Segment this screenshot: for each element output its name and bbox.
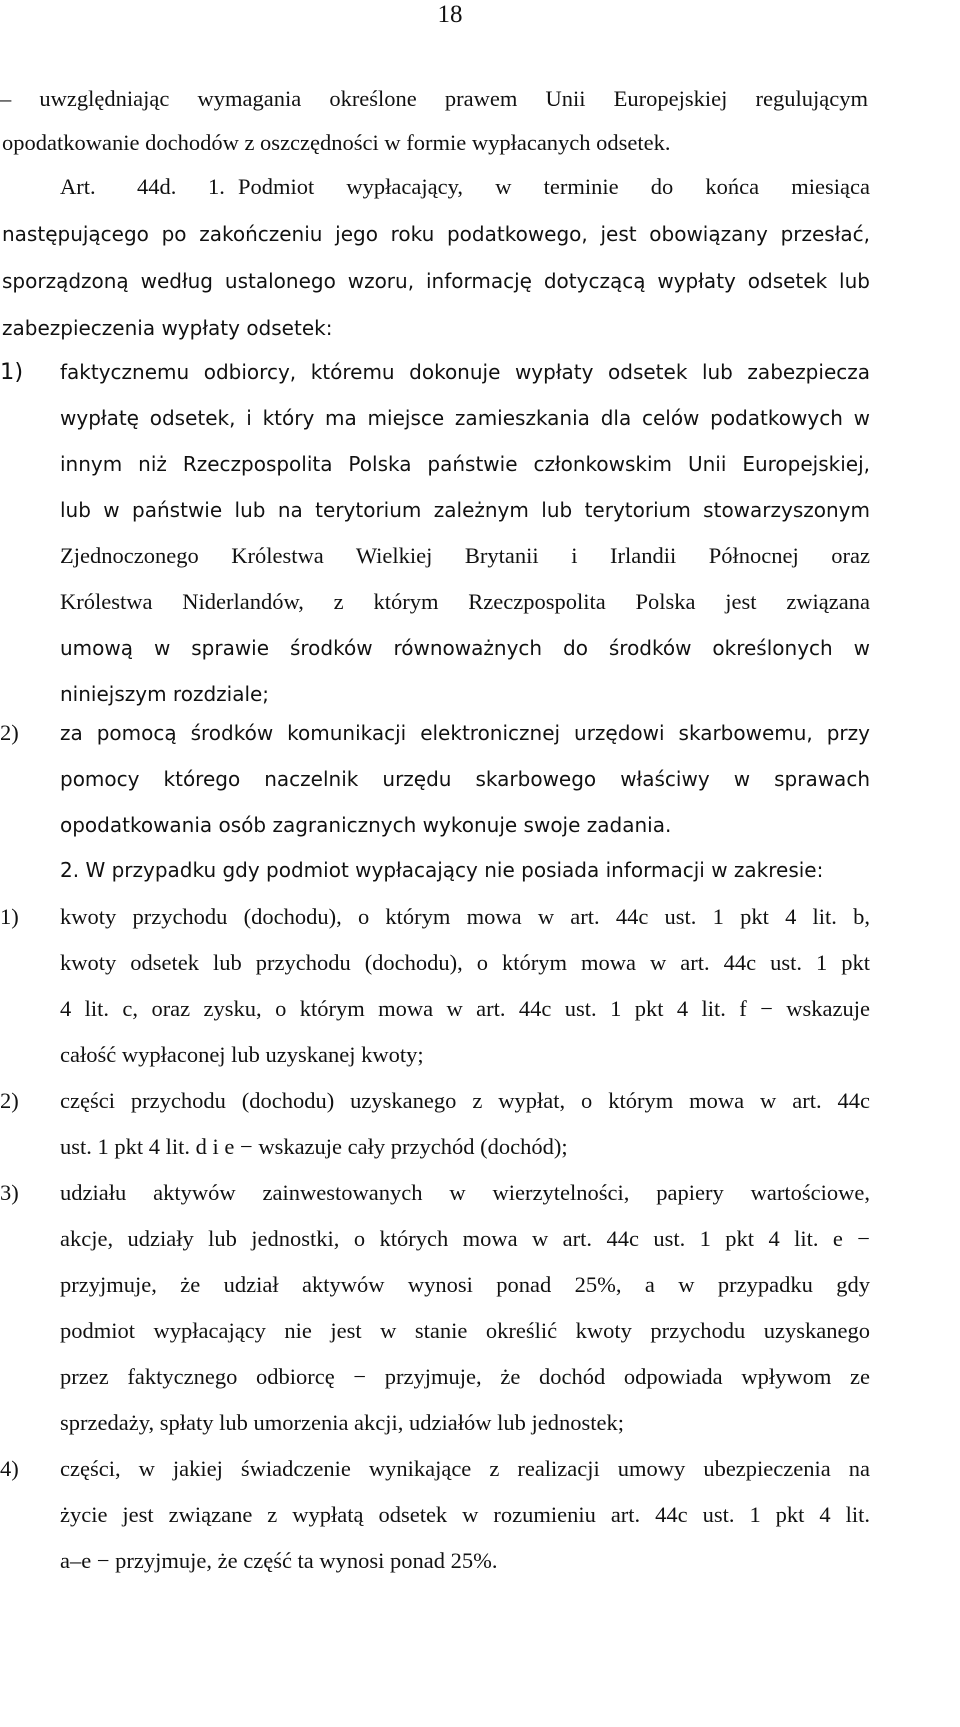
list-item-line: części, w jakiej świadczenie wynikające z realizacji umowy ubezpieczenia na [60, 1456, 870, 1481]
list-item-line: kwoty przychodu (dochodu), o którym mowa w art. 44c ust. 1 pkt 4 lit. b, [60, 904, 870, 929]
list-item-line: Królestwa Niderlandów, z którym Rzeczpospolita Polska jest związana [60, 589, 870, 614]
article-line-1-rest: Podmiot wypłacający, w terminie do końca miesiąca [238, 174, 870, 199]
list-item-number: 1) [0, 904, 19, 929]
list-item-line: lub w państwie lub na terytorium zależnym lub terytorium stowarzyszonym [60, 498, 870, 522]
list-item-line: przez faktycznego odbiorcę − przyjmuje, że dochód odpowiada wpływom ze [60, 1364, 870, 1389]
article-line-2: następującego po zakończeniu jego roku podatkowego, jest obowiązany przesłać, [2, 222, 870, 246]
list-item-line: ust. 1 pkt 4 lit. d i e − wskazuje cały przychód (dochód); [60, 1134, 568, 1159]
list-item-line: opodatkowania osób zagranicznych wykonuje swoje zadania. [60, 813, 672, 837]
article-line-4: zabezpieczenia wypłaty odsetek: [2, 316, 333, 340]
list-item-number: 2) [0, 720, 19, 745]
list-item-line: Zjednoczonego Królestwa Wielkiej Brytanii i Irlandii Północnej oraz [60, 543, 870, 568]
list-item-line: części przychodu (dochodu) uzyskanego z wypłat, o którym mowa w art. 44c [60, 1088, 870, 1113]
list-item-number: 1) [0, 359, 24, 385]
list-item-line: a–e − przyjmuje, że część ta wynosi ponad 25%. [60, 1548, 498, 1573]
intro-line-1: – uwzględniając wymagania określone prawem Unii Europejskiej regulującym [0, 86, 868, 111]
list-item-line: podmiot wypłacający nie jest w stanie określić kwoty przychodu uzyskanego [60, 1318, 870, 1343]
list-item-number: 3) [0, 1180, 19, 1205]
intro-line-2: opodatkowanie dochodów z oszczędności w formie wypłacanych odsetek. [2, 130, 671, 155]
list-item-line: wypłatę odsetek, i który ma miejsce zamieszkania dla celów podatkowych w [60, 406, 870, 430]
list-item-line: życie jest związane z wypłatą odsetek w rozumieniu art. 44c ust. 1 pkt 4 lit. [60, 1502, 870, 1527]
paragraph-2-intro: 2. W przypadku gdy podmiot wypłacający nie posiada informacji w zakresie: [60, 858, 824, 882]
list-item-line: niniejszym rozdziale; [60, 682, 270, 706]
list-item-line: faktycznemu odbiorcy, któremu dokonuje wypłaty odsetek lub zabezpiecza [60, 360, 870, 384]
list-item-line: przyjmuje, że udział aktywów wynosi ponad 25%, a w przypadku gdy [60, 1272, 870, 1297]
article-label: Art. [60, 174, 96, 199]
list-item-number: 2) [0, 1088, 19, 1113]
list-item-line: innym niż Rzeczpospolita Polska państwie członkowskim Unii Europejskiej, [60, 452, 870, 476]
list-item-line: akcje, udziały lub jednostki, o których mowa w art. 44c ust. 1 pkt 4 lit. e − [60, 1226, 870, 1251]
list-item-number: 4) [0, 1456, 19, 1481]
list-item-line: pomocy którego naczelnik urzędu skarbowego właściwy w sprawach [60, 767, 870, 791]
list-item-line: całość wypłaconej lub uzyskanej kwoty; [60, 1042, 424, 1067]
list-item-line: umową w sprawie środków równoważnych do środków określonych w [60, 636, 870, 660]
article-line-3: sporządzoną według ustalonego wzoru, informację dotyczącą wypłaty odsetek lub [2, 269, 870, 293]
list-item-line: za pomocą środków komunikacji elektronicznej urzędowi skarbowemu, przy [60, 721, 870, 745]
paragraph-number: 1. [208, 174, 225, 199]
list-item-line: kwoty odsetek lub przychodu (dochodu), o którym mowa w art. 44c ust. 1 pkt [60, 950, 870, 975]
page-number-text: 18 [437, 1, 463, 28]
list-item-line: 4 lit. c, oraz zysku, o którym mowa w art. 44c ust. 1 pkt 4 lit. f − wskazuje [60, 996, 870, 1021]
page-number [0, 0, 960, 30]
list-item-line: sprzedaży, spłaty lub umorzenia akcji, udziałów lub jednostek; [60, 1410, 624, 1435]
list-item-line: udziału aktywów zainwestowanych w wierzytelności, papiery wartościowe, [60, 1180, 870, 1205]
article-number: 44d. [137, 174, 177, 199]
